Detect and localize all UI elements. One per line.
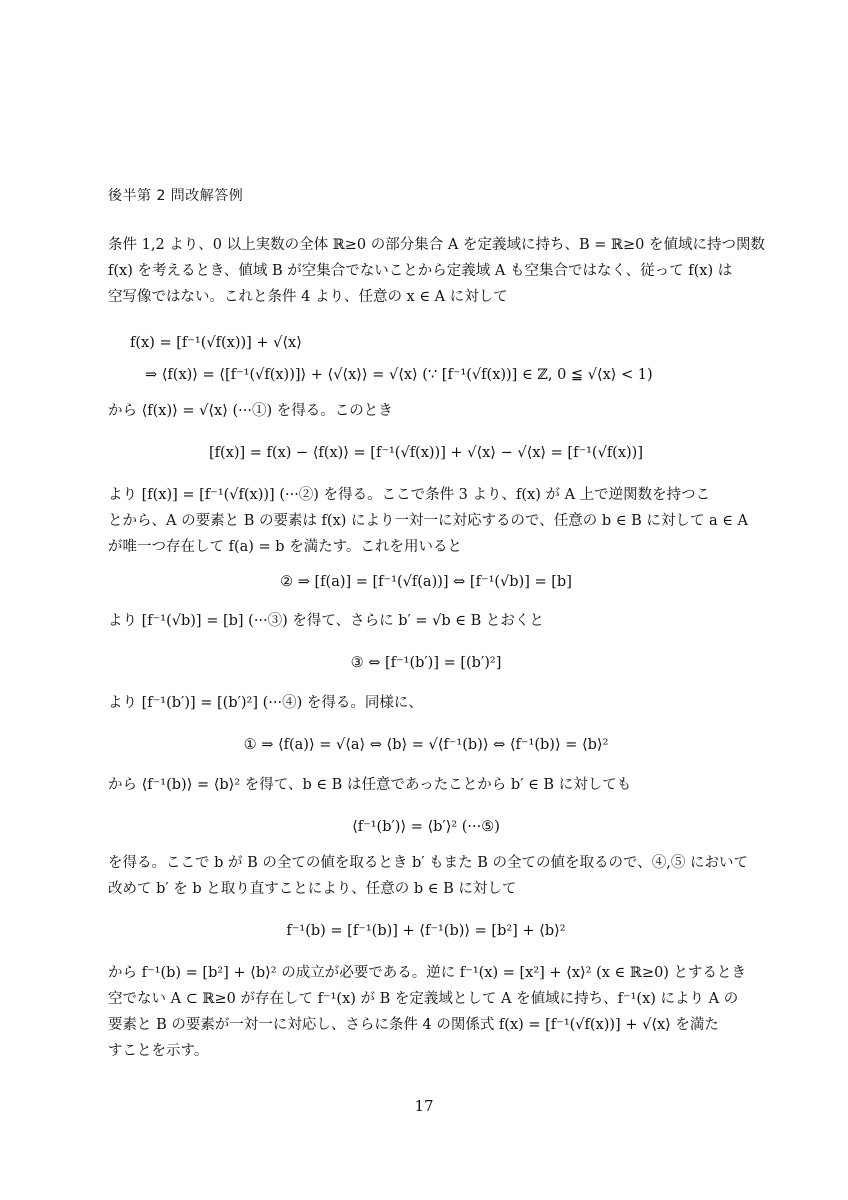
- paragraph-line: より [f⁻¹(√b)] = [b] (···③) を得て、さらに b′ = √b ∈ B とおくと: [108, 613, 544, 629]
- equation-5: ③ ⇔ [f⁻¹(b′)] = [(b′)²]: [350, 655, 502, 671]
- page-number: 17: [414, 1097, 434, 1115]
- paragraph-line: 条件 1,2 より、0 以上実数の全体 ℝ≥0 の部分集合 A を定義域に持ち、B = ℝ≥0 を値域に持つ関数: [108, 237, 765, 253]
- paragraph-5: [108, 690, 744, 716]
- paragraph-line: f(x) を考えるとき、値域 B が空集合でないことから定義域 A も空集合ではなく、従って f(x) は: [108, 263, 733, 279]
- paragraph-7: [108, 850, 748, 902]
- equation-8: f⁻¹(b) = [f⁻¹(b)] + ⟨f⁻¹(b)⟩ = [b²] + ⟨b⟩²: [286, 923, 566, 939]
- paragraph-line: より [f(x)] = [f⁻¹(√f(x))] (···②) を得る。ここで条件 3 より、f(x) が A 上で逆関数を持つこ: [108, 487, 711, 503]
- paragraph-line: 空でない A ⊂ ℝ≥0 が存在して f⁻¹(x) が B を定義域として A を値域に持ち、f⁻¹(x) により A の: [108, 991, 739, 1007]
- equation-1: f(x) = [f⁻¹(√f(x))] + √⟨x⟩: [130, 335, 302, 351]
- paragraph-line: 要素と B の要素が一対一に対応し、さらに条件 4 の関係式 f(x) = [f⁻¹(√f(x))] + √⟨x⟩ を満た: [108, 1017, 719, 1033]
- paragraph-line: とから、A の要素と B の要素は f(x) により一対一に対応するので、任意の b ∈ B に対して a ∈ A: [108, 513, 749, 529]
- equation-7: ⟨f⁻¹(b′)⟩ = ⟨b′⟩² (···⑤): [352, 819, 500, 835]
- paragraph-line: すことを示す。: [108, 1043, 209, 1059]
- paragraph-line: を得る。ここで b が B の全ての値を取るとき b′ もまた B の全ての値を取るので、④,⑤ において: [108, 855, 748, 871]
- paragraph-1: [108, 232, 765, 310]
- section-heading: 後半第 2 問改解答例: [108, 188, 244, 204]
- paragraph-line: 空写像ではない。これと条件 4 より、任意の x ∈ A に対して: [108, 289, 508, 305]
- paragraph-line: から ⟨f(x)⟩ = √⟨x⟩ (···①) を得る。このとき: [108, 403, 393, 419]
- paragraph-line: から f⁻¹(b) = [b²] + ⟨b⟩² の成立が必要である。逆に f⁻¹(x) = [x²] + ⟨x⟩² (x ∈ ℝ≥0) とするとき: [108, 965, 747, 981]
- paragraph-6: [108, 772, 744, 798]
- paragraph-8: [108, 960, 747, 1064]
- paragraph-4: [108, 608, 744, 634]
- equation-4: ② ⇒ [f(a)] = [f⁻¹(√f(a))] ⇔ [f⁻¹(√b)] = [b]: [280, 574, 572, 590]
- paragraph-3: [108, 482, 749, 560]
- paragraph-line: が唯一つ存在して f(a) = b を満たす。これを用いると: [108, 539, 463, 555]
- paragraph-line: 改めて b′ を b と取り直すことにより、任意の b ∈ B に対して: [108, 881, 517, 897]
- paragraph-2: [108, 398, 744, 424]
- paragraph-line: より [f⁻¹(b′)] = [(b′)²] (···④) を得る。同様に、: [108, 695, 423, 711]
- paragraph-line: から ⟨f⁻¹(b)⟩ = ⟨b⟩² を得て、b ∈ B は任意であったことから b′ ∈ B に対しても: [108, 777, 632, 793]
- equation-3: [f(x)] = f(x) − ⟨f(x)⟩ = [f⁻¹(√f(x))] + √⟨x⟩ − √⟨x⟩ = [f⁻¹(√f(x))]: [209, 445, 643, 461]
- equation-2: ⇒ ⟨f(x)⟩ = ⟨[f⁻¹(√f(x))]⟩ + ⟨√⟨x⟩⟩ = √⟨x⟩ (∵ [f⁻¹(√f(x))] ∈ ℤ, 0 ≦ √⟨x⟩ < 1): [145, 367, 653, 383]
- equation-6: ① ⇒ ⟨f(a)⟩ = √⟨a⟩ ⇔ ⟨b⟩ = √⟨f⁻¹(b)⟩ ⇔ ⟨f⁻¹(b)⟩ = ⟨b⟩²: [243, 737, 609, 753]
